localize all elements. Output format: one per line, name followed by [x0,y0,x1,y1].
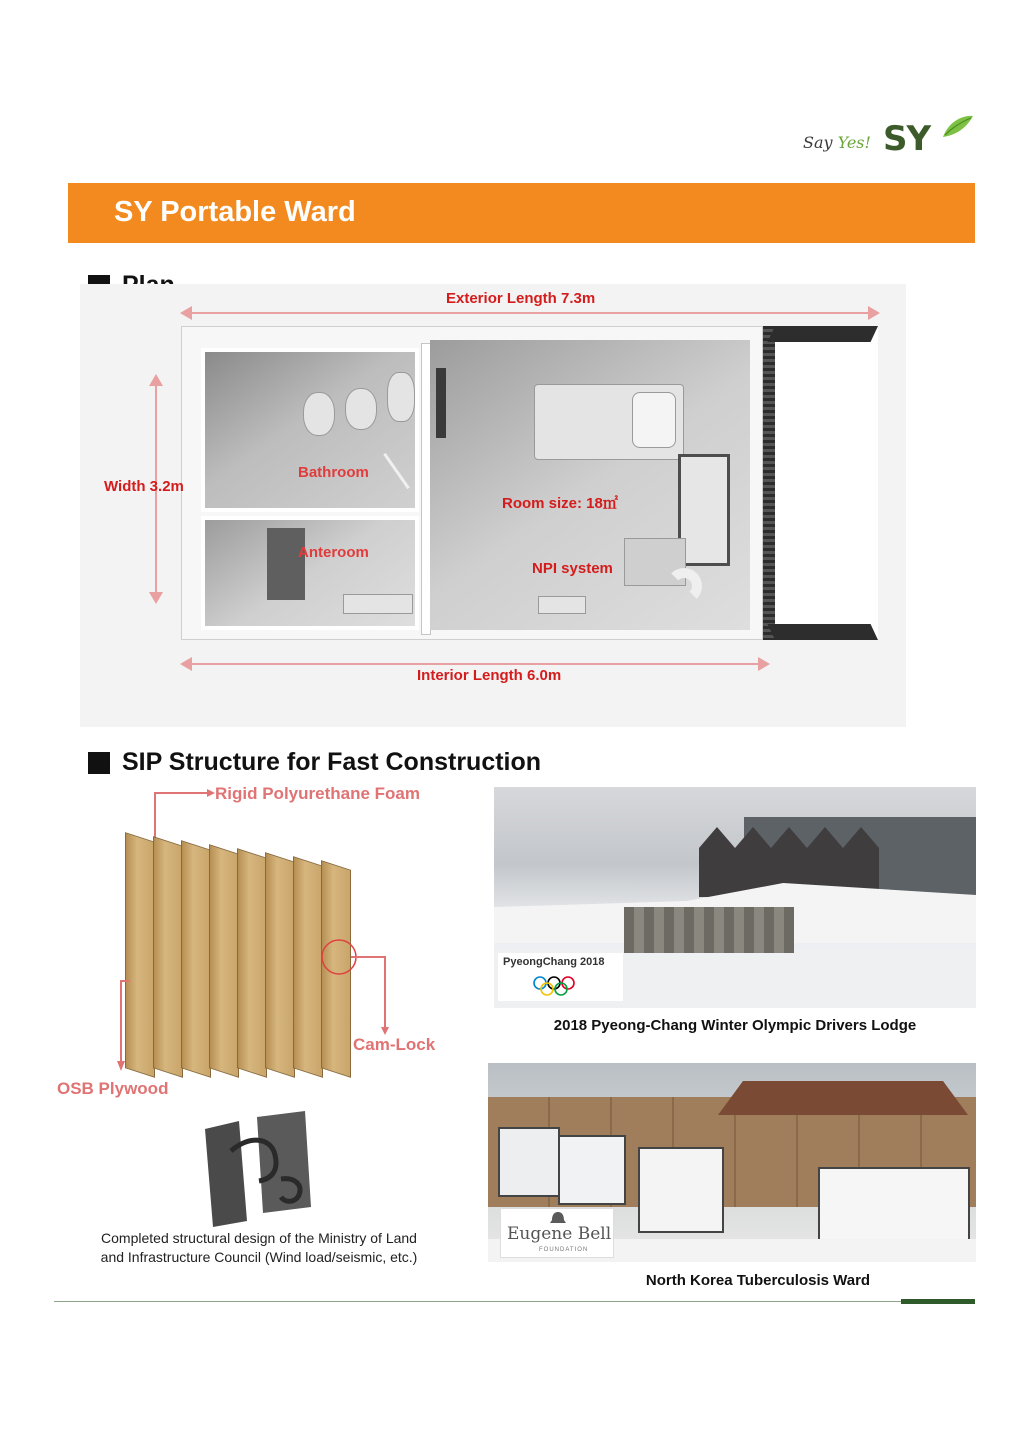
logo-yes: Yes! [837,133,871,152]
bathroom-label: Bathroom [298,464,369,481]
pyeongchang-badge [498,953,623,1001]
bell-icon [549,1211,567,1225]
osb-arrow-icon [113,977,133,1073]
footer-accent-bar [901,1299,975,1304]
locker [267,528,305,600]
porch-roof-top [768,326,878,342]
sip-heading [88,748,541,777]
sip-caption: Completed structural design of the Ministry of Land and Infrastructure Council (Wind load/seismic, etc.) [100,1230,418,1265]
osb-label: OSB Plywood [57,1079,169,1098]
npi-duct [666,568,702,604]
exterior-length-label: Exterior Length 7.3m [446,290,596,307]
footer-rule [54,1301,975,1302]
arrow-down-icon [149,592,163,604]
leaf-icon [941,113,975,139]
company-logo [803,113,975,168]
logo-say: Say [803,133,833,152]
bathroom-area [201,348,419,512]
exterior-length-arrow [184,312,874,314]
monitor [436,368,446,438]
anteroom-label: Anteroom [298,544,369,561]
truck-2 [558,1135,626,1205]
arrow-up-icon [149,374,163,386]
porch-wall [763,326,775,640]
page-title: SY Portable Ward [114,196,356,228]
room-size-label: Room size: 18㎡ [502,495,618,512]
camlock-label: Cam-Lock [353,1035,436,1054]
anteroom-area [201,516,419,630]
floor-tray [538,596,586,614]
eugene-bell-badge [500,1208,614,1258]
arrow-left-icon [180,657,192,671]
arrow-right-icon [868,306,880,320]
nk-ward-photo [488,1063,976,1262]
arrow-right-icon [758,657,770,671]
width-label: Width 3.2m [104,478,184,495]
npi-label: NPI system [532,560,613,577]
olympic-lodge-photo [494,787,976,1008]
eugene-bell-text: Eugene Bell [507,1224,612,1244]
logo-mark: SY [883,119,931,159]
pyeongchang-badge-text: PyeongChang 2018 [503,956,605,968]
anteroom-shelf [343,594,413,614]
sink [387,372,415,422]
divider-wall [422,344,430,634]
bullet-square-icon [88,752,110,774]
bed-pillow [632,392,676,448]
olympic-lodge-caption: 2018 Pyeong-Chang Winter Olympic Drivers Lodge [553,1017,917,1034]
sip-heading-text: SIP Structure for Fast Construction [122,748,542,776]
cabin-roof [718,1081,968,1115]
main-room [430,340,750,630]
retaining-wall [624,907,794,953]
sip-illustration [49,779,452,1301]
truck-1 [498,1127,560,1197]
truck-3 [638,1147,724,1233]
interior-length-label: Interior Length 6.0m [417,667,562,684]
sip-panel-2 [153,836,183,1078]
sip-panel-5 [237,848,267,1078]
logo-script-text [803,133,871,152]
toilet-2 [345,388,377,430]
interior-length-arrow [184,663,764,665]
arrow-left-icon [180,306,192,320]
sip-panel-3 [181,840,211,1078]
olympic-rings-icon [532,975,588,997]
sip-panel-4 [209,844,239,1078]
eugene-bell-sub: FOUNDATION [539,1247,589,1253]
title-banner [68,183,975,243]
floor-plan [80,284,906,727]
bathroom-door [383,453,410,489]
camlock-arrow-icon [349,951,389,1035]
sip-panel-6 [265,852,295,1078]
foam-label: Rigid Polyurethane Foam [215,784,420,803]
nk-ward-caption: North Korea Tuberculosis Ward [645,1272,871,1289]
porch-roof-bottom [768,624,878,640]
toilet [303,392,335,436]
entrance-porch [763,326,878,640]
camlock-detail-icon [201,1111,323,1229]
